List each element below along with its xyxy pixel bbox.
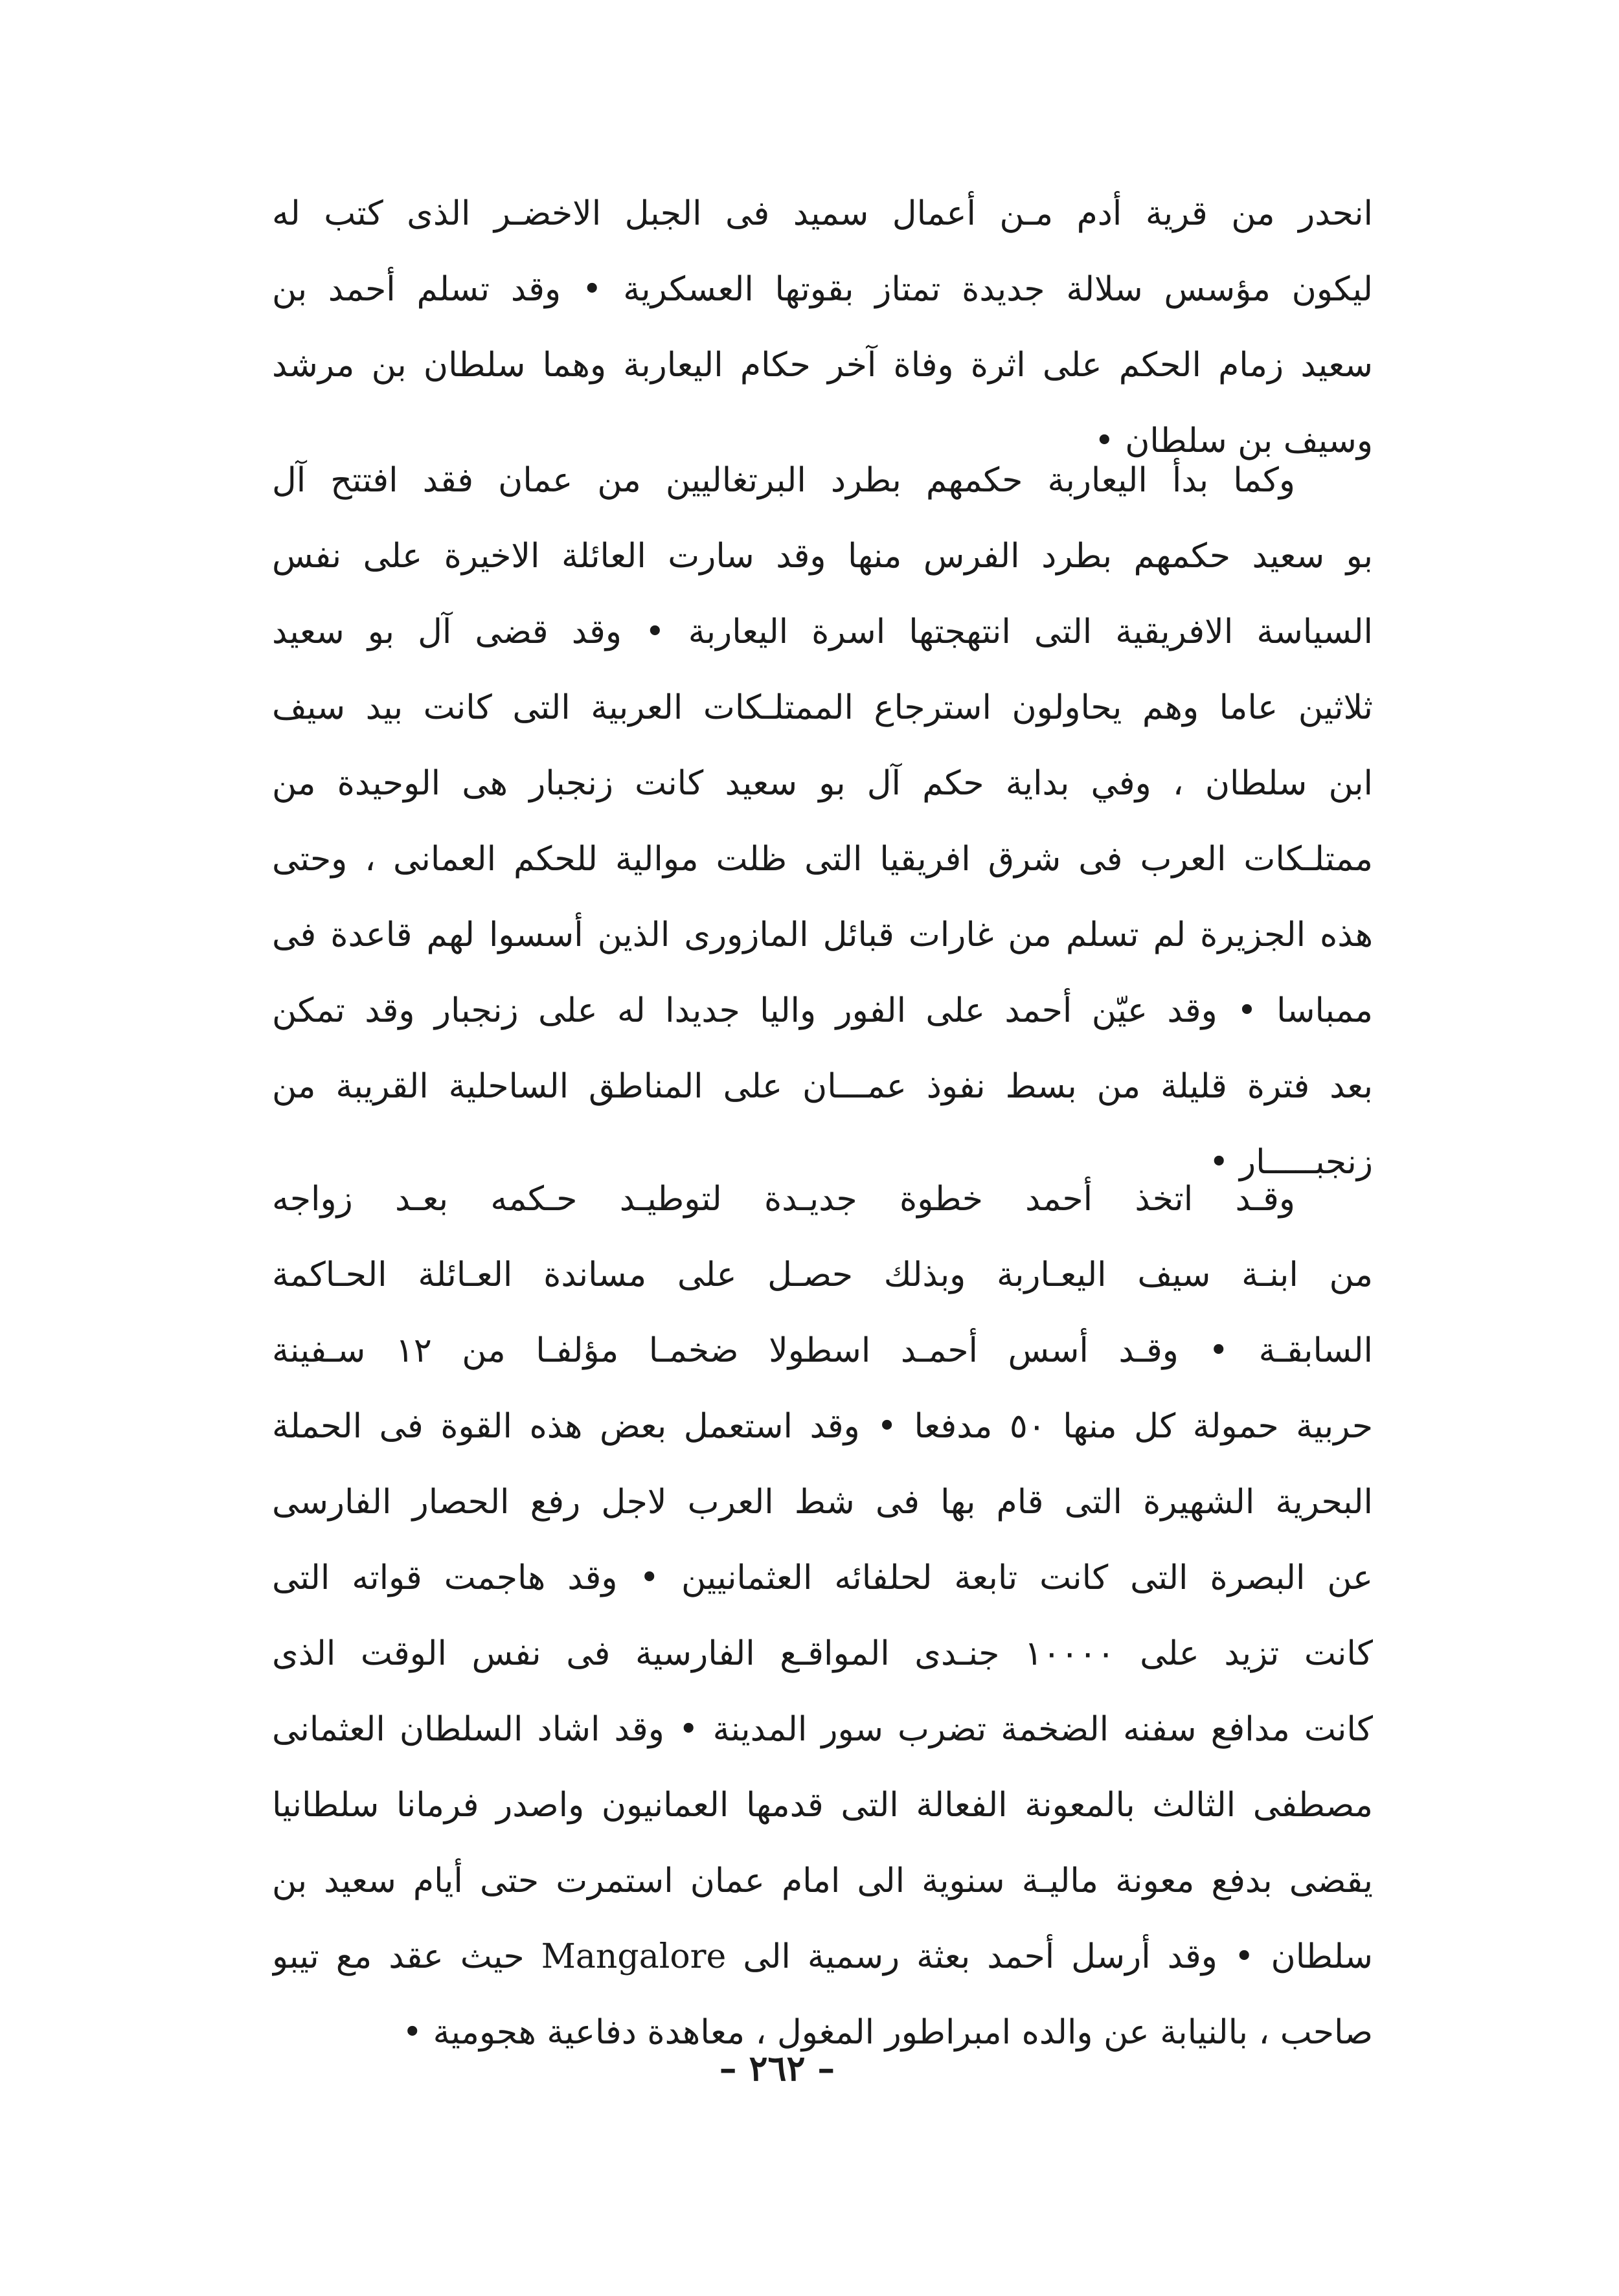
paragraph-line: السابقـة • وقـد أسس أحمـد اسطولا ضخمـا مؤلفـا من ١٢ سـفينة [272, 1331, 1373, 1370]
paragraph-line: وسيف بن سلطان • [1094, 422, 1373, 460]
paragraph-line: كانت تزيد على ١٠٠٠٠ جنـدى المواقـع الفارسية فى نفس الوقت الذى [272, 1634, 1373, 1673]
paragraph-line: ابن سلطان ، وفي بداية حكم آل بو سعيد كانت زنجبار هى الوحيدة من [272, 764, 1373, 803]
paragraph-line: صاحب ، بالنيابة عن والده امبراطور المغول ، معاهدة دفاعية هجومية • [402, 2013, 1373, 2052]
paragraph-line: بعد فترة قليلة من بسط نفوذ عمـــان على المناطق الساحلية القريبة من [272, 1067, 1373, 1106]
paragraph-1 [272, 176, 1373, 479]
paragraph-line: وقـد اتخذ أحمد خطوة جديـدة لتوطيـد حـكمه بعـد زواجه [272, 1180, 1295, 1219]
paragraph-3 [272, 1162, 1373, 2071]
page-number: – ٢٦٢ – [719, 2047, 835, 2089]
paragraph-line: البحرية الشهيرة التى قام بها فى شط العرب لاجل رفع الحصار الفارسى [272, 1483, 1373, 1522]
paragraph-line: هذه الجزيرة لم تسلم من غارات قبائل المازورى الذين أسسوا لهم قاعدة فى [272, 916, 1373, 954]
paragraph-line: وكما بدأ اليعاربة حكمهم بطرد البرتغاليين من عمان فقد افتتح آل [272, 461, 1295, 500]
paragraph-line: كانت مدافع سفنه الضخمة تضرب سور المدينة • وقد اشاد السلطان العثمانى [272, 1710, 1373, 1749]
paragraph-line: ممباسا • وقد عيّن أحمد على الفور واليا جديدا له على زنجبار وقد تمكن [272, 991, 1373, 1030]
paragraph-line: مصطفى الثالث بالمعونة الفعالة التى قدمها العمانيون واصدر فرمانا سلطانيا [272, 1786, 1373, 1825]
paragraph-line: ليكون مؤسس سلالة جديدة تمتاز بقوتها العسكرية • وقد تسلم أحمد بن [272, 270, 1373, 309]
paragraph-line: انحدر من قرية أدم مـن أعمال سميد فى الجبل الاخضـر الذى كتب له [272, 194, 1373, 233]
paragraph-line: سعيد زمام الحكم على اثرة وفاة آخر حكام اليعاربة وهما سلطان بن مرشد [272, 346, 1373, 385]
paragraph-line: حربية حمولة كل منها ٥٠ مدفعا • وقد استعمل بعض هذه القوة فى الحملة [272, 1407, 1373, 1446]
paragraph-line: السياسة الافريقية التى انتهجتها اسرة اليعاربة • وقد قضى آل بو سعيد [272, 613, 1373, 651]
paragraph-line: بو سعيد حكمهم بطرد الفرس منها وقد سارت العائلة الاخيرة على نفس [272, 537, 1373, 576]
paragraph-line: سلطان • وقد أرسل أحمد بعثة رسمية الى Mangalore حيث عقد مع تيبو [272, 1937, 1373, 1976]
paragraph-line: ثلاثين عاما وهم يحاولون استرجاع الممتلـكات العربية التى كانت بيد سيف [272, 688, 1373, 727]
paragraph-line: عن البصرة التى كانت تابعة لحلفائه العثمانيين • وقد هاجمت قواته التى [272, 1559, 1373, 1597]
paragraph-line: يقضى بدفع معونة ماليـة سنوية الى امام عمان استمرت حتى أيام سعيد بن [272, 1862, 1373, 1900]
paragraph-2 [272, 443, 1373, 1200]
paragraph-line: زنجبـــــار • [1208, 1143, 1373, 1182]
paragraph-line: من ابنـة سيف اليعـاربة وبذلك حصـل على مساندة العـائلة الحـاكمة [272, 1255, 1373, 1294]
paragraph-line: ممتلـكات العرب فى شرق افريقيا التى ظلت موالية للحكم العمانى ، وحتى [272, 840, 1373, 879]
